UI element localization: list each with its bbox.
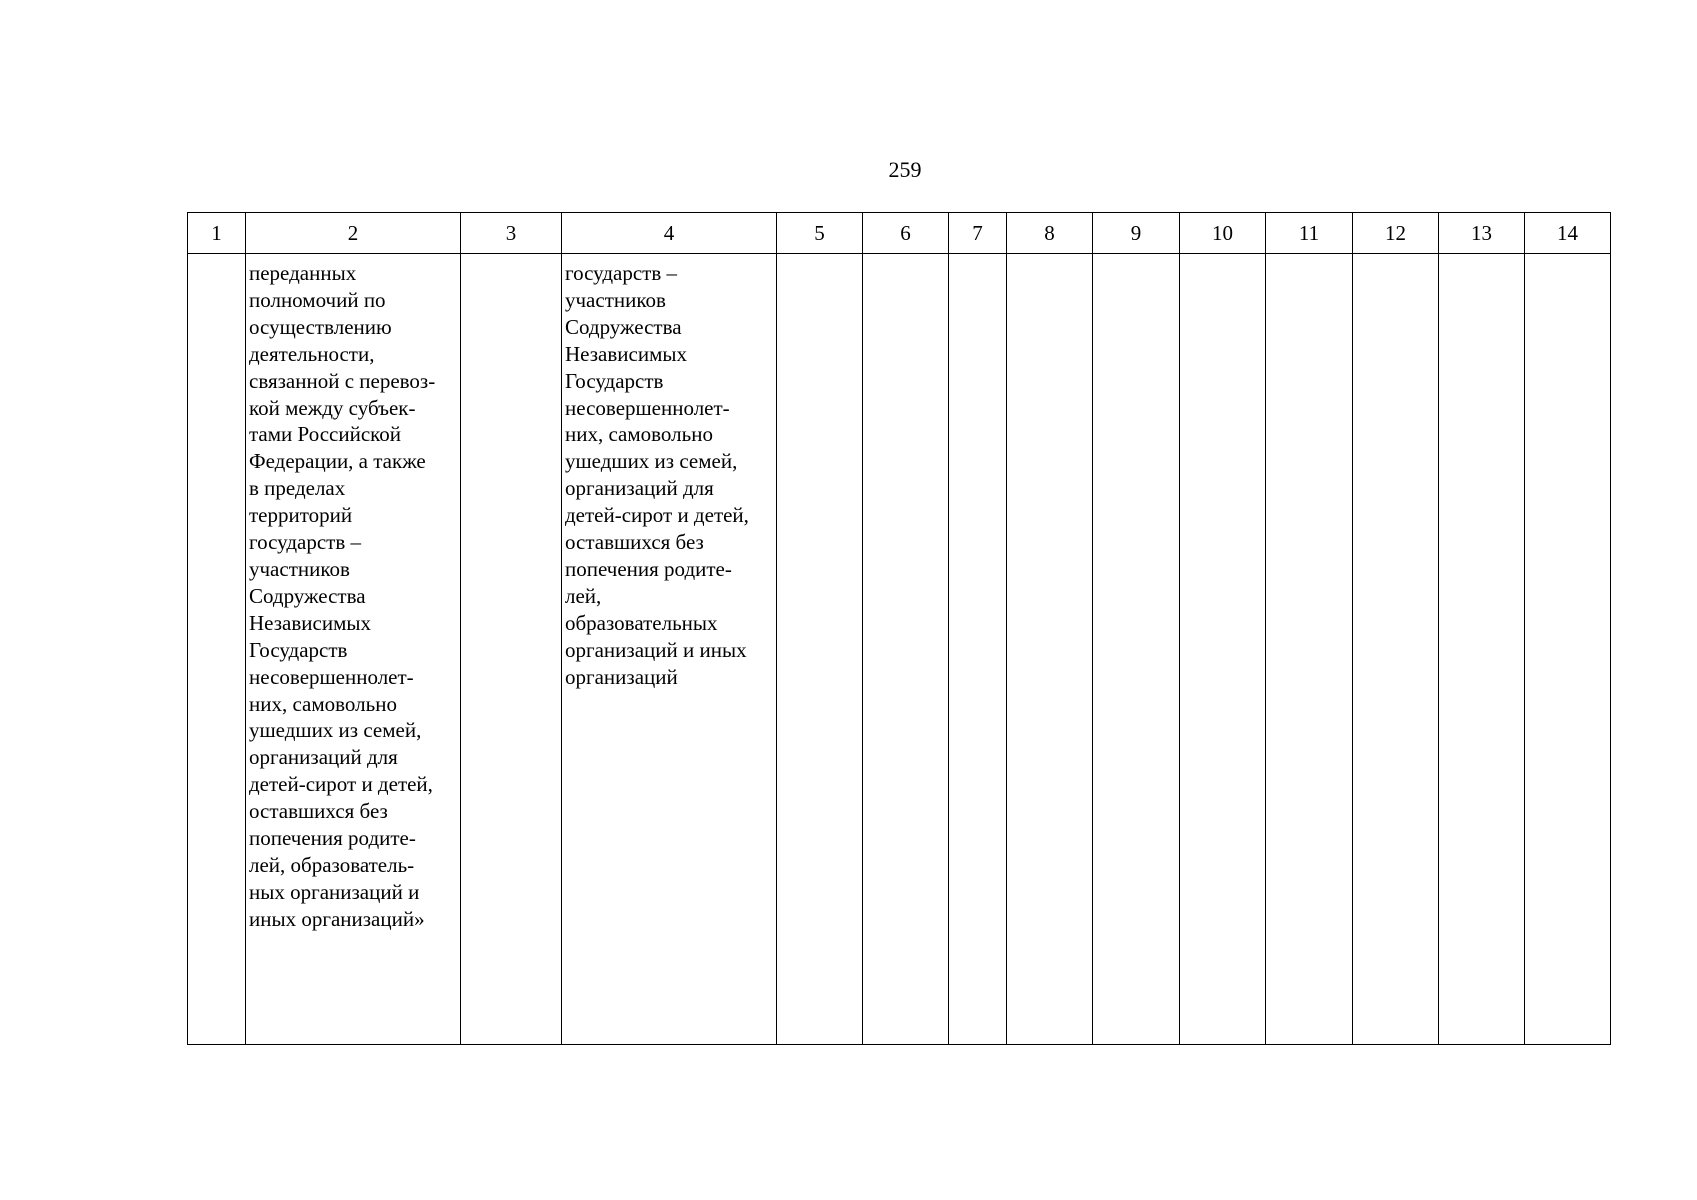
cell-text-col10 bbox=[1180, 254, 1265, 260]
cell-text-col1 bbox=[188, 254, 245, 260]
table-cell-col13 bbox=[1439, 254, 1525, 1045]
table-cell-col6 bbox=[863, 254, 949, 1045]
cell-text-col13 bbox=[1439, 254, 1524, 260]
cell-text-col2: переданных полномочий по осуществлению деятельности, связанной с перевоз- кой между субъек- тами Российской Федерации, а также в пределах территорий государств – участников Содружества Независимых Государств несовершеннолет- них, самовольно ушедших из семей, организаций для детей-сирот и детей, оставшихся без попечения родите- лей, образователь- ных организаций и иных организаций» bbox=[249, 261, 436, 931]
cell-text-col7 bbox=[949, 254, 1006, 260]
document-table bbox=[187, 212, 1611, 1045]
cell-text-col14 bbox=[1525, 254, 1610, 260]
column-header-5: 5 bbox=[777, 213, 863, 254]
table-cell-col4 bbox=[562, 254, 777, 1045]
column-header-3: 3 bbox=[461, 213, 562, 254]
column-header-14: 14 bbox=[1525, 213, 1611, 254]
table-cell-col14 bbox=[1525, 254, 1611, 1045]
column-header-8: 8 bbox=[1007, 213, 1093, 254]
column-header-2: 2 bbox=[246, 213, 461, 254]
cell-text-col12 bbox=[1353, 254, 1438, 260]
table-row bbox=[188, 254, 1611, 1045]
column-number-row bbox=[188, 213, 1611, 254]
cell-text-col9 bbox=[1093, 254, 1179, 260]
cell-text-col6 bbox=[863, 254, 948, 260]
column-header-13: 13 bbox=[1439, 213, 1525, 254]
table-cell-col2 bbox=[246, 254, 461, 1045]
column-header-6: 6 bbox=[863, 213, 949, 254]
table-cell-col1 bbox=[188, 254, 246, 1045]
table-cell-col8 bbox=[1007, 254, 1093, 1045]
table-cell-col9 bbox=[1093, 254, 1180, 1045]
table-cell-col12 bbox=[1353, 254, 1439, 1045]
column-header-12: 12 bbox=[1353, 213, 1439, 254]
column-header-11: 11 bbox=[1266, 213, 1353, 254]
page-number: 259 bbox=[888, 157, 922, 182]
column-header-10: 10 bbox=[1180, 213, 1266, 254]
column-header-7: 7 bbox=[949, 213, 1007, 254]
table-cell-col5 bbox=[777, 254, 863, 1045]
table-cell-col10 bbox=[1180, 254, 1266, 1045]
cell-text-col3 bbox=[461, 254, 561, 260]
column-header-9: 9 bbox=[1093, 213, 1180, 254]
table-cell-col11 bbox=[1266, 254, 1353, 1045]
cell-text-col11 bbox=[1266, 254, 1352, 260]
cell-text-col8 bbox=[1007, 254, 1092, 260]
column-header-1: 1 bbox=[188, 213, 246, 254]
table-cell-col3 bbox=[461, 254, 562, 1045]
cell-text-col4: государств – участников Содружества Независимых Государств несовершеннолет- них, самовольно ушедших из семей, организаций для детей-сирот и детей, оставшихся без попечения родите- лей, образовательных организаций и иных организаций bbox=[565, 261, 749, 689]
cell-text-col5 bbox=[777, 254, 862, 260]
table-cell-col7 bbox=[949, 254, 1007, 1045]
column-header-4: 4 bbox=[562, 213, 777, 254]
